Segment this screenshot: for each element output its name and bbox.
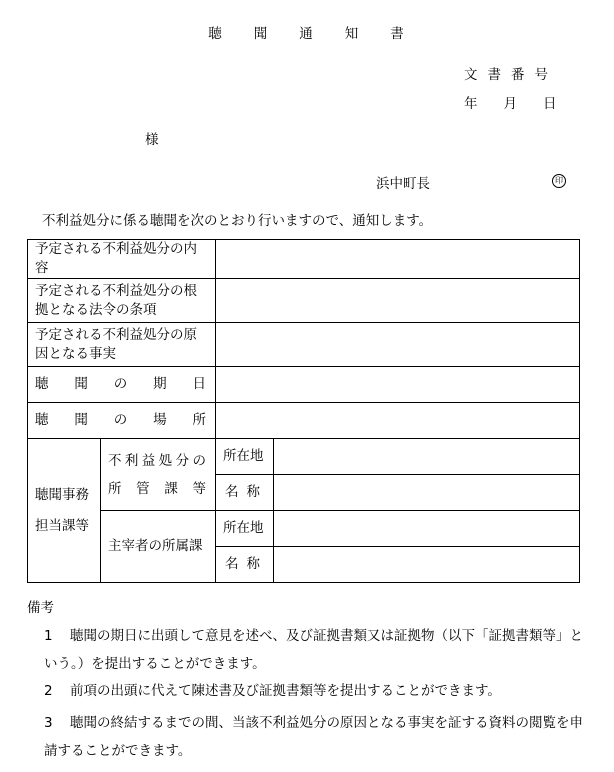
title-char: 通 [299, 26, 315, 42]
docno-char: 号 [534, 67, 548, 83]
label-char: 等 [192, 480, 206, 497]
date-char: 月 [503, 96, 517, 112]
seal-mark: 印 [552, 174, 566, 188]
label-char: 所 [108, 480, 122, 497]
docno-char: 書 [487, 67, 501, 83]
notes-title: 備考 [27, 600, 54, 616]
label-name-2 [216, 547, 274, 583]
note-item [44, 709, 596, 765]
hearing-details-table [27, 239, 580, 583]
value-proposed-disposition[interactable] [216, 240, 580, 279]
issuer-name: 浜中町長 [376, 176, 430, 192]
label-char: 期 [153, 376, 167, 392]
title-char: 聴 [208, 26, 224, 42]
label-office-in-charge [28, 439, 101, 583]
document-number [464, 63, 558, 83]
label-char: 課 [164, 480, 178, 497]
date-char: 年 [464, 96, 478, 112]
label-char: 管 [136, 480, 150, 497]
docno-char: 番 [511, 67, 525, 83]
label-legal-basis: 予定される不利益処分の根拠となる法令の条項 [28, 279, 216, 323]
note-item [44, 677, 596, 705]
label-char: 益 [141, 452, 156, 469]
label-char: の [192, 452, 206, 469]
label-char: 名 [225, 484, 239, 500]
note-text: 聴聞の終結するまでの間、当該不利益処分の原因となる事実を証する資料の閲覧を申請することができます。 [44, 715, 583, 759]
label-char: 場 [153, 412, 167, 428]
addressee-suffix: 様 [145, 132, 159, 148]
label-char: の [113, 376, 128, 392]
note-number: 1 [44, 628, 53, 644]
issue-date [464, 92, 583, 112]
title-char: 知 [344, 26, 361, 42]
office-label-line2: 担当課等 [35, 517, 89, 534]
label-location-1: 所在地 [216, 439, 274, 475]
value-location-1[interactable] [274, 439, 580, 475]
label-char: の [113, 412, 128, 428]
value-location-2[interactable] [274, 511, 580, 547]
label-char: 処 [158, 452, 173, 469]
value-hearing-place[interactable] [216, 403, 580, 439]
label-char: 利 [124, 452, 139, 469]
value-causal-facts[interactable] [216, 323, 580, 367]
label-responsible-dept [101, 439, 216, 511]
label-char: 日 [192, 376, 206, 392]
label-char: 聴 [35, 376, 49, 392]
label-char: 聞 [74, 376, 88, 392]
label-hearing-place [28, 403, 216, 439]
date-char: 日 [543, 96, 557, 112]
value-name-2[interactable] [274, 547, 580, 583]
office-label-line1: 聴聞事務 [35, 486, 89, 503]
label-char: 分 [175, 452, 190, 469]
label-char: 聴 [35, 412, 49, 428]
docno-char: 文 [464, 67, 478, 83]
label-char: 聞 [74, 412, 88, 428]
note-number: 3 [44, 715, 53, 731]
label-hearing-date [28, 367, 216, 403]
label-proposed-disposition: 予定される不利益処分の内容 [28, 240, 216, 279]
label-char: 所 [192, 412, 206, 428]
label-causal-facts: 予定される不利益処分の原因となる事実 [28, 323, 216, 367]
label-char: 名 [225, 556, 239, 572]
note-text: 聴聞の期日に出頭して意見を述べ、及び証拠書類又は証拠物（以下「証拠書類等」という。）を提出することができます。 [44, 628, 583, 672]
value-hearing-date[interactable] [216, 367, 580, 403]
title-char: 聞 [253, 26, 270, 42]
note-text: 前項の出頭に代えて陳述書及び証拠書類等を提出することができます。 [70, 683, 501, 699]
note-item [44, 622, 596, 678]
value-name-1[interactable] [274, 475, 580, 511]
label-char: 不 [108, 452, 122, 469]
intro-text: 不利益処分に係る聴聞を次のとおり行いますので、通知します。 [42, 213, 433, 229]
value-legal-basis[interactable] [216, 279, 580, 323]
label-host-dept: 主宰者の所属課 [101, 511, 216, 583]
label-location-2: 所在地 [216, 511, 274, 547]
note-number: 2 [44, 683, 53, 699]
document-title [0, 22, 614, 42]
label-char: 称 [246, 556, 260, 572]
label-name-1 [216, 475, 274, 511]
title-char: 書 [390, 26, 406, 42]
label-char: 称 [246, 484, 260, 500]
